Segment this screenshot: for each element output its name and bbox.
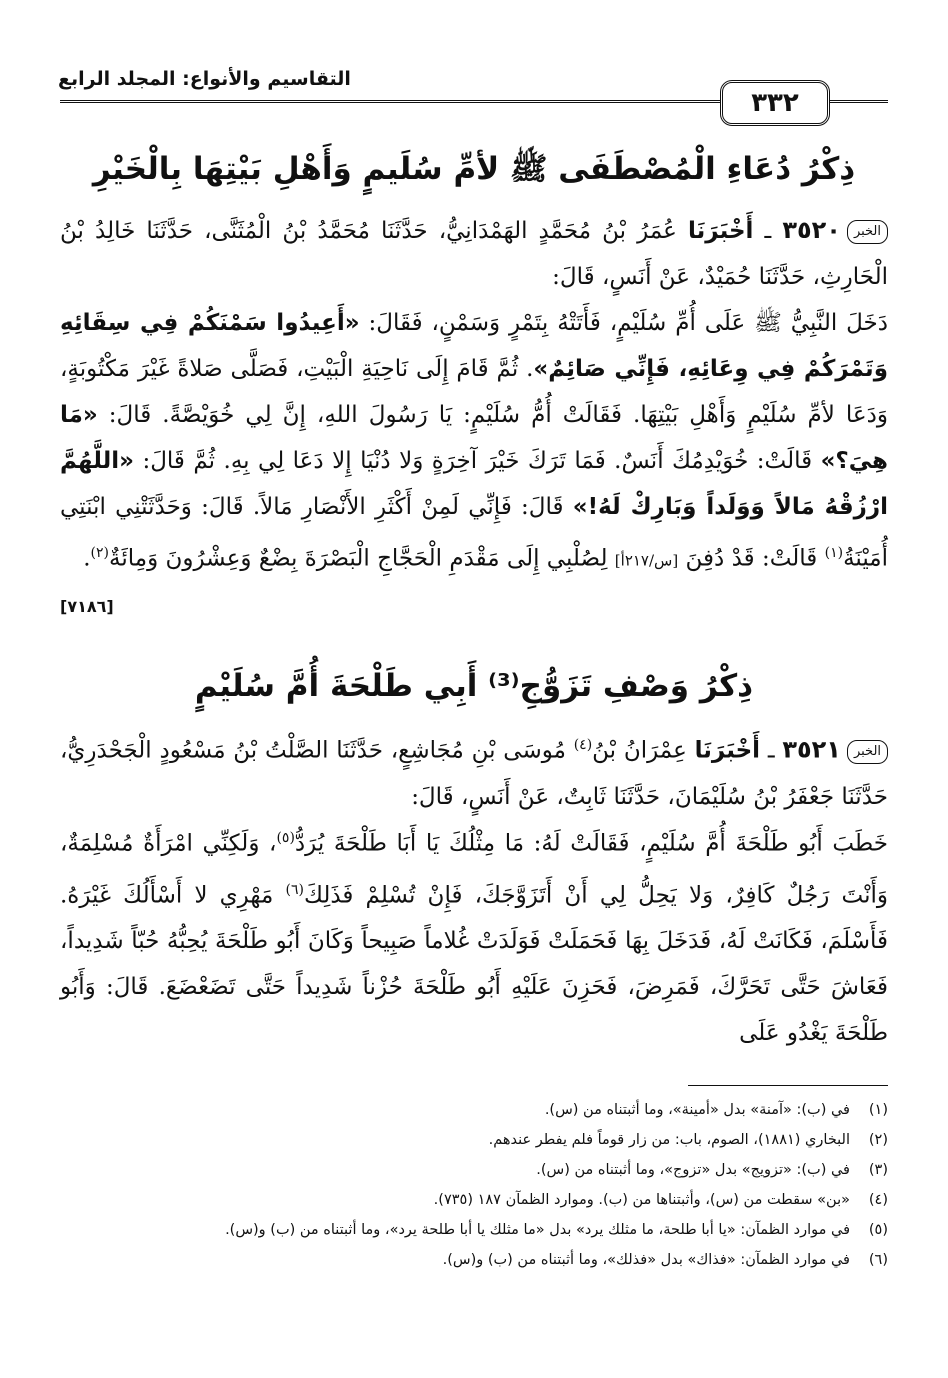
footnote-number: (١) <box>868 1102 888 1118</box>
footnote-text: في موارد الظمآن: «يا أبا طلحة، ما مثلك يرد» بدل «ما مثلك يا أبا طلحة يرد»، وما أثبتناه من (ب) و(س). <box>225 1222 850 1238</box>
isnad-text: عُمَرُ بْنُ مُحَمَّدٍ الهَمْدَانِيُّ، حَدَّثَنَا مُحَمَّدُ بْنُ الْمُثَنَّى، حَدَّثَنَا خَالِدُ بْنُ الْحَارِثِ، حَدَّثَنَا حُمَيْدٌ، عَنْ أَنَسٍ، قَالَ: <box>60 218 888 290</box>
section-title-1: ذِكْرُ دُعَاءِ الْمُصْطَفَى ﷺ لأمِّ سُلَيمٍ وَأَهْلِ بَيْتِهَا بِالْخَيْرِ <box>92 151 856 187</box>
footnote-separator <box>688 1085 888 1086</box>
footnote-ref: (٢) <box>90 545 110 561</box>
hadith-marker-icon: الخبر <box>847 740 888 764</box>
footnote <box>60 1245 888 1275</box>
isnad-text: مُوسَى بْنِ مُجَاشِعٍ، حَدَّثَنَا الصَّلْتُ بْنُ مَسْعُودٍ الْجَحْدَرِيُّ، حَدَّثَنَا جَعْفَرُ بْنُ سُلَيْمَانَ، حَدَّثَنَا ثَابِتٌ، عَنْ أَنَسٍ، قَالَ: <box>60 737 888 810</box>
footnote-ref: (٦) <box>285 881 304 898</box>
prophet-quote: «اللَّهُمَّ ارْزُقْهُ مَالاً وَوَلَداً وَبَارِكْ لَهُ!» <box>60 448 889 520</box>
matn-text: قَالَ: فَإِنِّي لَمِنْ أَكْثَرِ الأَنْصَارِ مَالاً. قَالَ: وَحَدَّثَتْنِي ابْنَتِي أُمَيْنَةُ <box>60 494 888 572</box>
footnote-number: (٢) <box>868 1132 888 1148</box>
footnote <box>60 1125 888 1155</box>
footnote-number: (٥) <box>868 1222 888 1238</box>
header-rule <box>60 100 808 103</box>
isnad-text: عِمْرَانُ بْنُ <box>592 737 687 764</box>
footnote-number: (٣) <box>868 1162 888 1178</box>
manuscript-ref: [س/٢١٧أ] <box>614 551 679 570</box>
matn-text: . ثُمَّ قَامَ إِلَى نَاحِيَةِ الْبَيْتِ، فَصَلَّى صَلاةً غَيْرَ مَكْتُوبَةٍ، وَدَعَا لأمِّ سُلَيْمٍ وَأَهْلِ بَيْتِهَا. فَقَالَتْ أُمُّ سُلَيْمٍ: يَا رَسُولَ اللهِ، إِنَّ لِي خُوَيْصَّةً. قَالَ: <box>60 356 888 428</box>
footnote <box>60 1185 888 1215</box>
prophet-quote: «أَعِيدُوا سَمْنَكُمْ فِي سِقَائِهِ وَتَمْرَكُمْ فِي وِعَائِهِ، فَإِنِّي صَائِمٌ» <box>60 310 888 382</box>
akhbarana-word: أَخْبَرَنَا <box>687 218 754 244</box>
footnote-text: «بن» سقطت من (س)، وأثبتناها من (ب). وموارد الظمآن ١٨٧ (٧٣٥). <box>433 1192 850 1208</box>
footnote <box>60 1095 888 1125</box>
hadith-3520-isnad: الخبر٣٥٢٠ ـ أَخْبَرَنَا عُمَرُ بْنُ مُحَمَّدٍ الهَمْدَانِيُّ، حَدَّثَنَا مُحَمَّدُ بْنُ الْمُثَنَّى، حَدَّثَنَا خَالِدُ بْنُ الْحَارِثِ، حَدَّثَنَا حُمَيْدٌ، عَنْ أَنَسٍ، قَالَ: <box>60 216 888 290</box>
page-number: ٣٣٢ <box>720 80 830 126</box>
footnote-text: في موارد الظمآن: «فذاك» بدل «فذلك»، وما أثبتناه من (ب) و(س). <box>442 1252 850 1268</box>
footnote-ref: (٤) <box>573 737 593 753</box>
hadith-marker-icon: الخبر <box>847 220 888 244</box>
hadith-3520-matn <box>60 300 888 630</box>
footnote-ref: (٥) <box>276 830 295 846</box>
footnote <box>60 1215 888 1245</box>
matn-text: لِصُلْبِي إِلَى مَقْدَمِ الْحَجَّاجِ الْبَصْرَةَ بِضْعٌ وَعِشْرُونَ وَمِائَةٌ <box>109 545 615 572</box>
running-title: التقاسيم والأنواع: المجلد الرابع <box>58 68 351 90</box>
matn-text: قَالَتْ: خُوَيْدِمُكَ أَنَسٌ. فَمَا تَرَكَ خَيْرَ آخِرَةٍ وَلا دُنْيَا إِلا دَعَا لِي بِهِ. ثُمَّ قَالَ: <box>134 448 821 474</box>
akhbarana-word: أَخْبَرَنَا <box>694 737 761 764</box>
footnote <box>60 1155 888 1185</box>
header-rule-right <box>828 100 888 103</box>
footnote-number: (٤) <box>868 1192 888 1208</box>
footnote-text: البخاري (١٨٨١)، الصوم، باب: من زار قوماً فلم يفطر عندهم. <box>488 1132 850 1148</box>
matn-text: قَالَتْ: قَدْ دُفِنَ <box>678 545 825 572</box>
hadith-3521-matn <box>60 815 888 1056</box>
footnote-number: (٦) <box>868 1252 888 1268</box>
footnote-ref: (١) <box>824 545 844 561</box>
footnote-text: في (ب): «آمنة» بدل «أمينة»، وما أثبتناه من (س). <box>544 1102 850 1118</box>
matn-text: دَخَلَ النَّبِيُّ ﷺ عَلَى أُمِّ سُلَيْمٍ، فَأَتَتْهُ بِتَمْرٍ وَسَمْنٍ، فَقَالَ: <box>359 310 888 336</box>
matn-text: خَطَبَ أَبُو طَلْحَةَ أُمَّ سُلَيْمٍ، فَقَالَتْ لَهُ: مَا مِثْلُكَ يَا أَبَا طَلْحَةَ يُرَدُّ <box>294 830 888 857</box>
section-title-2: ذِكْرُ وَصْفِ تَزَوُّجِ⁽³⁾ أَبِي طَلْحَةَ أُمَّ سُلَيْمٍ <box>194 668 754 704</box>
hadith-number: ٣٥٢١ <box>782 735 841 764</box>
footnote-text: في (ب): «تزويج» بدل «تزوج»، وما أثبتناه من (س). <box>536 1162 850 1178</box>
matn-text: ، وَلَكِنِّي امْرَأَةٌ مُسْلِمَةٌ، وَأَنْتَ رَجُلٌ كَافِرٌ، وَلا يَحِلُّ لِي أَنْ أَتَزَوَّجَكَ، فَإِنْ تُسْلِمْ فَذَلِكَ <box>60 830 889 909</box>
matn-text: مَهْرِي لا أَسْأَلُكَ غَيْرَهُ. فَأَسْلَمَ، فَكَانَتْ لَهُ، فَدَخَلَ بِهَا فَحَمَلَتْ فَوَلَدَتْ غُلاماً صَبِيحاً وَكَانَ أَبُو طَلْحَةَ يُحِبُّهُ حُبّاً شَدِيداً، فَعَاشَ حَتَّى تَحَرَّكَ، فَمَرِضَ، فَحَزِنَ عَلَيْهِ أَبُو طَلْحَةَ حُزْناً شَدِيداً حَتَّى تَضَعْضَعَ. قَالَ: وَأَبُو طَلْحَةَ يَغْدُو عَلَى <box>60 882 888 1047</box>
footnotes <box>60 1095 888 1275</box>
hadith-3521-isnad: الخبر٣٥٢١ ـ أَخْبَرَنَا عِمْرَانُ بْنُ$^{(٤)}$ مُوسَى بْنِ مُجَاشِعٍ، حَدَّثَنَا الصَّلْتُ بْنُ مَسْعُودٍ الْجَحْدَرِيُّ، حَدَّثَنَا جَعْفَرُ بْنُ سُلَيْمَانَ، حَدَّثَنَا ثَابِتٌ، عَنْ أَنَسٍ، قَالَ: <box>60 735 888 810</box>
matn-text: . <box>83 545 91 572</box>
hadith-number: ٣٥٢٠ <box>782 216 841 244</box>
prophet-quote: «مَا هِيَ؟» <box>60 402 888 474</box>
hadith-reference-number: [٧١٨٦] <box>60 596 114 616</box>
